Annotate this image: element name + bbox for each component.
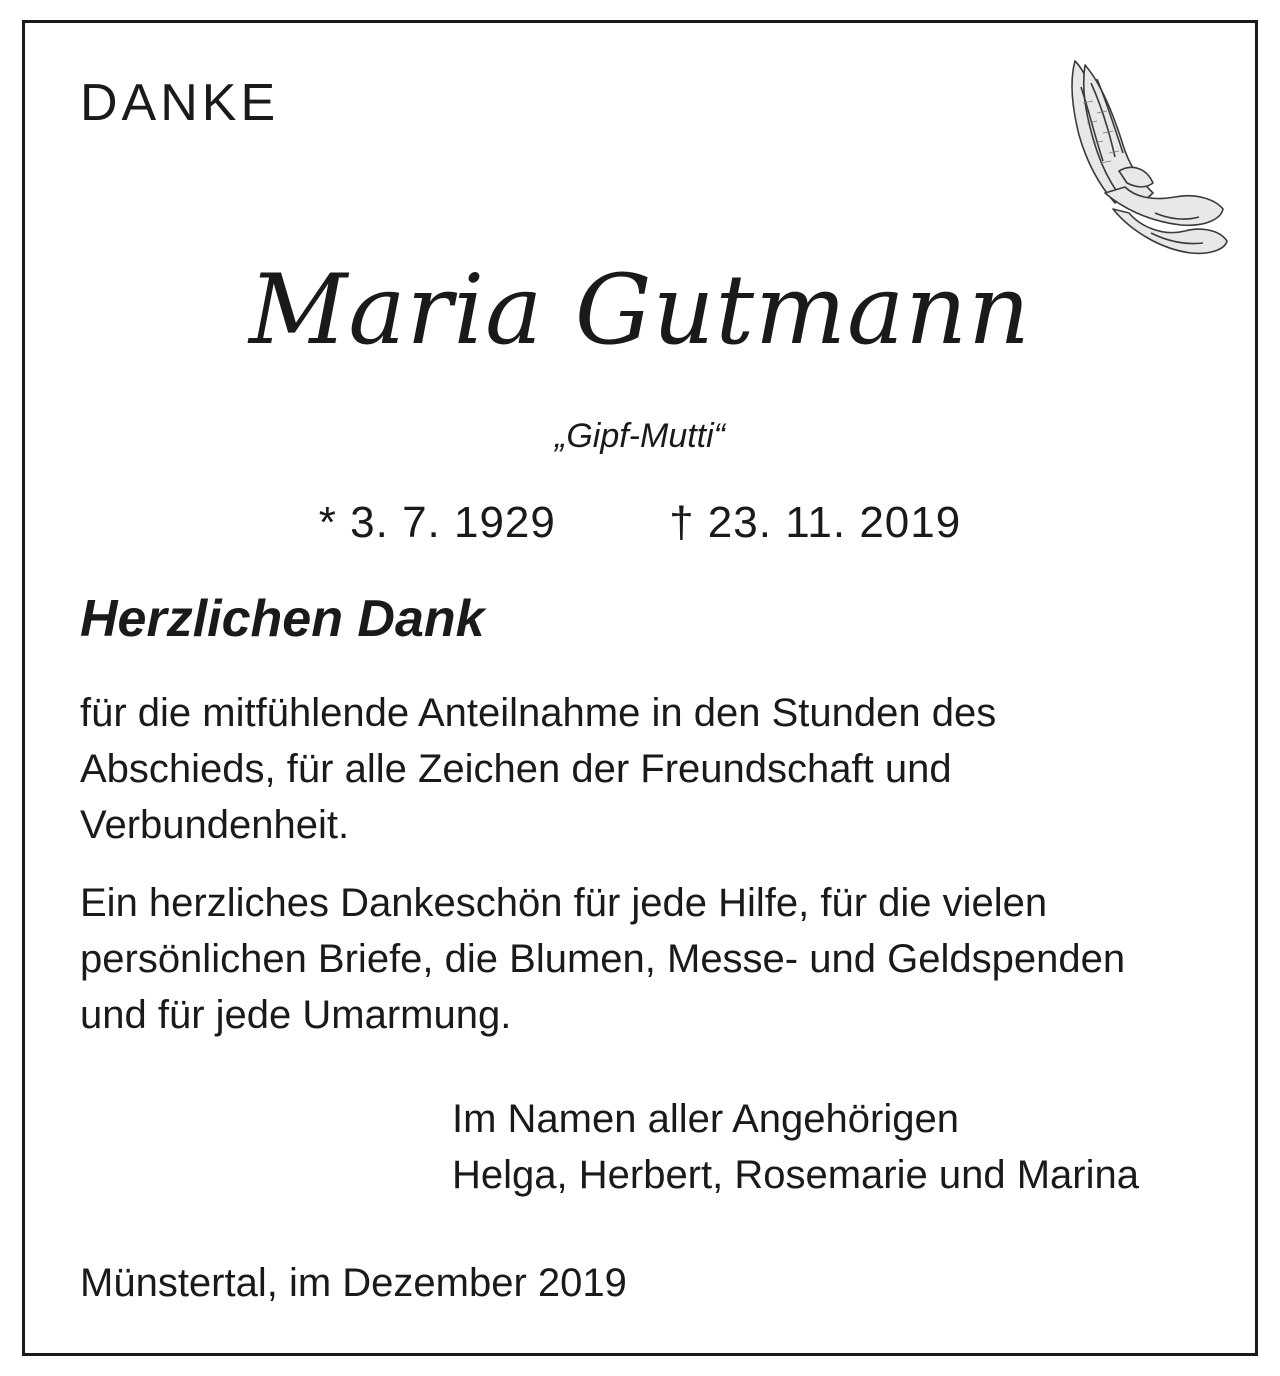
nickname: „Gipf-Mutti“: [555, 417, 725, 455]
signature-line-1: Im Namen aller Angehörigen: [452, 1097, 959, 1141]
signature-line-2: Helga, Herbert, Rosemarie und Marina: [452, 1153, 1139, 1197]
praying-hands-icon: [1035, 53, 1235, 263]
thanks-paragraph-2: [80, 875, 1230, 1043]
paragraph-line: Verbundenheit.: [80, 803, 350, 847]
paragraph-line: für die mitfühlende Anteilnahme in den Stunden des: [80, 691, 997, 735]
place-and-date: Münstertal, im Dezember 2019: [80, 1261, 627, 1305]
paragraph-line: persönlichen Briefe, die Blumen, Messe- und Geldspenden: [80, 937, 1126, 981]
paragraph-line: Ein herzliches Dankeschön für jede Hilfe, für die vielen: [80, 881, 1048, 925]
deceased-name: Maria Gutmann: [249, 254, 1031, 366]
heading-danke: DANKE: [80, 74, 280, 132]
death-date: † 23. 11. 2019: [669, 498, 962, 547]
thanks-title: Herzlichen Dank: [80, 590, 485, 648]
obituary-card: [22, 20, 1258, 1356]
paragraph-line: Abschieds, für alle Zeichen der Freundschaft und: [80, 747, 952, 791]
thanks-paragraph-1: [80, 685, 1230, 853]
birth-date: * 3. 7. 1929: [318, 498, 556, 547]
paragraph-line: und für jede Umarmung.: [80, 993, 512, 1037]
signature-block: [452, 1091, 1139, 1203]
life-dates: [25, 498, 1255, 547]
